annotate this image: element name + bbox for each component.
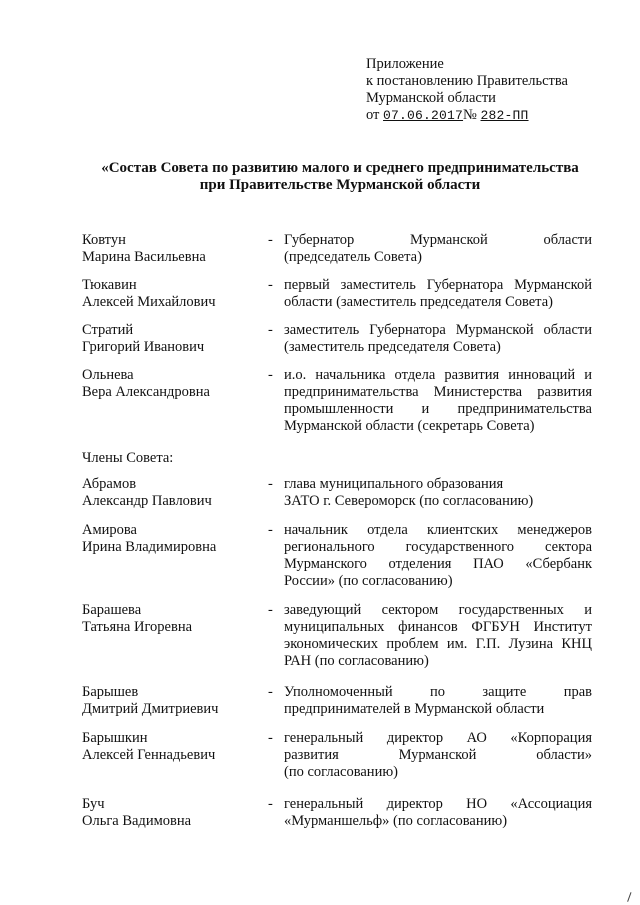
dash-separator: - bbox=[268, 277, 273, 293]
dash-separator: - bbox=[268, 684, 273, 700]
member-given-name: Ирина Владимировна bbox=[82, 539, 217, 555]
member-name bbox=[82, 730, 262, 764]
dash-separator: - bbox=[268, 322, 273, 338]
member-role bbox=[284, 602, 592, 670]
member-name bbox=[82, 367, 262, 401]
role-line: генеральный директор АО «Корпорация bbox=[284, 730, 592, 746]
member-surname: Стратий bbox=[82, 322, 134, 338]
dash-separator: - bbox=[268, 367, 273, 383]
resolution-date: 07.06.2017 bbox=[383, 108, 464, 123]
member-surname: Барышев bbox=[82, 684, 139, 700]
member-surname: Ковтун bbox=[82, 232, 126, 248]
role-line: регионального государственного сектора bbox=[284, 539, 592, 555]
member-role bbox=[284, 796, 592, 830]
member-surname: Барашева bbox=[82, 602, 142, 618]
member-name bbox=[82, 322, 262, 356]
document-title bbox=[70, 160, 610, 194]
member-given-name: Татьяна Игоревна bbox=[82, 619, 193, 635]
member-given-name: Александр Павлович bbox=[82, 493, 212, 509]
role-line: ЗАТО г. Североморск (по согласованию) bbox=[284, 493, 534, 509]
member-given-name: Алексей Михайлович bbox=[82, 294, 216, 310]
member-role bbox=[284, 522, 592, 590]
role-line: и.о. начальника отдела развития инноваций и bbox=[284, 367, 592, 383]
member-given-name: Ольга Вадимовна bbox=[82, 813, 192, 829]
title-line-1: «Состав Совета по развитию малого и среднего предпринимательства bbox=[101, 160, 579, 176]
member-given-name: Дмитрий Дмитриевич bbox=[82, 701, 219, 717]
role-line: муниципальных финансов ФГБУН Институт bbox=[284, 619, 592, 635]
member-name bbox=[82, 522, 262, 556]
role-line: предпринимательства Министерства развития bbox=[284, 384, 592, 400]
resolution-number: 282-ПП bbox=[480, 108, 529, 123]
dash-separator: - bbox=[268, 476, 273, 492]
role-line: предпринимателей в Мурманской области bbox=[284, 701, 545, 717]
member-surname: Амирова bbox=[82, 522, 137, 538]
member-surname: Буч bbox=[82, 796, 105, 812]
members-heading: Члены Совета: bbox=[82, 450, 174, 466]
role-line: развития Мурманской области» bbox=[284, 747, 592, 763]
member-role bbox=[284, 684, 592, 718]
dash-separator: - bbox=[268, 232, 273, 248]
appendix-line-1: Приложение bbox=[366, 56, 444, 72]
appendix-date-line bbox=[366, 107, 626, 124]
member-surname: Барышкин bbox=[82, 730, 148, 746]
role-line: Мурманского отделения ПАО «Сбербанк bbox=[284, 556, 592, 572]
role-line: заведующий сектором государственных и bbox=[284, 602, 592, 618]
appendix-line-3: Мурманской области bbox=[366, 90, 496, 106]
dash-separator: - bbox=[268, 602, 273, 618]
role-line: первый заместитель Губернатора Мурманской bbox=[284, 277, 592, 293]
member-given-name: Алексей Геннадьевич bbox=[82, 747, 216, 763]
member-name bbox=[82, 277, 262, 311]
member-name bbox=[82, 684, 262, 718]
role-line: генеральный директор НО «Ассоциация bbox=[284, 796, 592, 812]
role-line: Мурманской области (секретарь Совета) bbox=[284, 418, 535, 434]
member-role bbox=[284, 277, 592, 311]
dash-separator: - bbox=[268, 796, 273, 812]
role-line: (заместитель председателя Совета) bbox=[284, 339, 501, 355]
role-line: (председатель Совета) bbox=[284, 249, 422, 265]
role-line: Уполномоченный по защите прав bbox=[284, 684, 592, 700]
role-line: глава муниципального образования bbox=[284, 476, 504, 492]
member-given-name: Марина Васильевна bbox=[82, 249, 206, 265]
role-line: «Мурманшельф» (по согласованию) bbox=[284, 813, 508, 829]
title-line-2: при Правительстве Мурманской области bbox=[199, 177, 481, 193]
number-prefix: № bbox=[463, 107, 477, 123]
date-prefix: от bbox=[366, 107, 380, 123]
role-line: РАН (по согласованию) bbox=[284, 653, 429, 669]
dash-separator: - bbox=[268, 522, 273, 538]
role-line: промышленности и предпринимательства bbox=[284, 401, 592, 417]
member-role bbox=[284, 730, 592, 781]
dash-separator: - bbox=[268, 730, 273, 746]
member-given-name: Григорий Иванович bbox=[82, 339, 205, 355]
member-name bbox=[82, 796, 262, 830]
role-line: Губернатор Мурманской области bbox=[284, 232, 592, 248]
role-line: области (заместитель председателя Совета) bbox=[284, 294, 553, 310]
role-line: (по согласованию) bbox=[284, 764, 398, 780]
member-role bbox=[284, 367, 592, 435]
member-name bbox=[82, 602, 262, 636]
appendix-block bbox=[366, 56, 626, 124]
scan-corner-mark bbox=[622, 890, 632, 902]
member-given-name: Вера Александровна bbox=[82, 384, 210, 400]
role-line: России» (по согласованию) bbox=[284, 573, 453, 589]
member-name bbox=[82, 232, 262, 266]
member-role bbox=[284, 232, 592, 266]
member-name bbox=[82, 476, 262, 510]
member-surname: Ольнева bbox=[82, 367, 134, 383]
role-line: начальник отдела клиентских менеджеров bbox=[284, 522, 592, 538]
role-line: заместитель Губернатора Мурманской области bbox=[284, 322, 592, 338]
appendix-line-2: к постановлению Правительства bbox=[366, 73, 568, 89]
member-surname: Тюкавин bbox=[82, 277, 137, 293]
member-surname: Абрамов bbox=[82, 476, 137, 492]
role-line: экономических проблем им. Г.П. Лузина КНЦ bbox=[284, 636, 592, 652]
member-role bbox=[284, 322, 592, 356]
member-role bbox=[284, 476, 592, 510]
